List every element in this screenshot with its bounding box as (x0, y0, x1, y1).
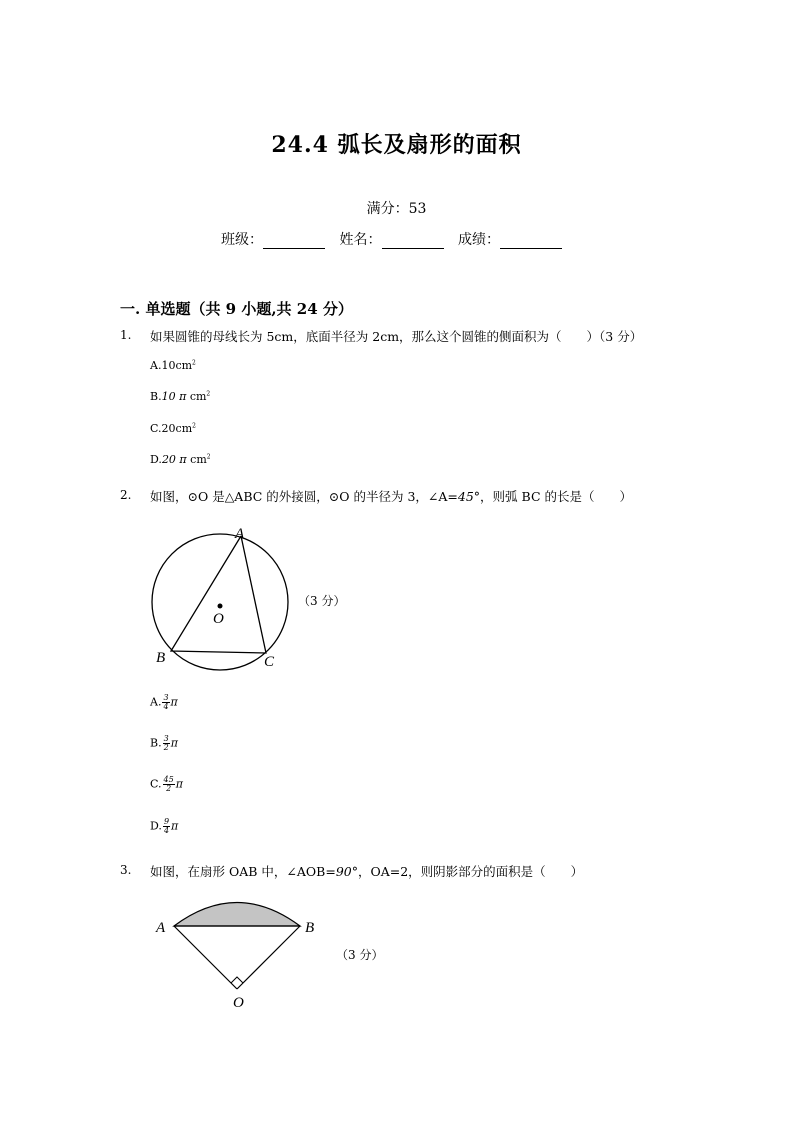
question-3-points: （3 分） (336, 948, 384, 962)
circumcircle-figure (140, 522, 300, 672)
question-1-number: 1. (120, 328, 132, 342)
class-label: 班级： (221, 232, 264, 248)
question-1-option-a: $A.10cm^2$ (150, 359, 196, 372)
grade-label: 成绩： (457, 232, 500, 248)
page-title: 24.4 弧长及扇形的面积 (271, 132, 522, 158)
label-o: O (233, 995, 244, 1011)
question-1-option-b: B.10 π $cm^2$ (150, 390, 211, 403)
total-score: 满分：53 (366, 201, 427, 217)
question-1-option-c: $C.20cm^2$ (150, 422, 196, 435)
triangle-abc (171, 536, 266, 653)
question-2-option-c: C. $\frac{45}{2}$ π (150, 775, 183, 793)
question-3-number: 3. (120, 863, 132, 877)
question-1-option-d: D.20 π $cm^2$ (150, 453, 211, 466)
right-angle-mark (231, 977, 243, 983)
name-blank (382, 234, 444, 249)
section-title: 一. 单选题（共 9 小题,共 24 分） (120, 300, 353, 318)
question-2-option-d: D. $\frac{9}{4}$ π (150, 817, 179, 835)
question-2-text: 如图，⊙O 是△ABC 的外接圆，⊙O 的半径为 3，∠A=45°，则弧 BC 的长是（ ） (150, 489, 632, 504)
label-a: A (156, 920, 166, 936)
label-c: C (264, 654, 275, 670)
label-a: A (235, 526, 245, 542)
shaded-segment (174, 903, 300, 927)
class-blank (263, 234, 325, 249)
question-2-option-b: B. $\frac{3}{2}$ π (150, 734, 178, 752)
question-2-number: 2. (120, 488, 132, 502)
label-b: B (156, 650, 166, 666)
center-point (218, 604, 223, 609)
label-b: B (305, 920, 315, 936)
sector-figure (150, 888, 330, 1013)
radius-oa (174, 926, 237, 989)
grade-blank (500, 234, 562, 249)
question-2-points: （3 分） (298, 594, 346, 608)
question-2-option-a: A. $\frac{3}{4}$ π (150, 693, 178, 711)
name-label: 姓名： (339, 232, 382, 248)
question-1-text: 如果圆锥的母线长为 5cm，底面半径为 2cm，那么这个圆锥的侧面积为（ ）（3 分） (150, 329, 643, 344)
question-3-text: 如图，在扇形 OAB 中，∠AOB=90°，OA=2，则阴影部分的面积是（ ） (150, 864, 584, 879)
radius-ob (237, 926, 300, 989)
label-o: O (213, 611, 224, 627)
student-info-line (0, 229, 793, 249)
